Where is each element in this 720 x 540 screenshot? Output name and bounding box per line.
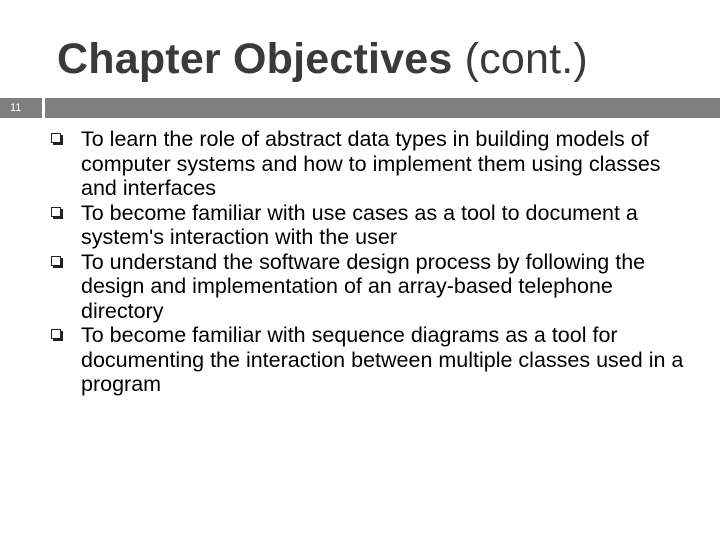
square-bullet-icon [51,207,61,217]
slide-title [57,32,588,86]
header-rule-separator [38,98,42,118]
bullet-text: To become familiar with use cases as a tool to document a system's interaction with the user [81,200,638,249]
square-bullet-icon [51,329,61,339]
objectives-list [0,127,720,397]
list-item [0,323,720,397]
list-item [0,127,720,201]
header-rule-bar [45,98,720,118]
list-item [0,201,720,250]
bullet-text: To understand the software design process by following the design and implementation of an array-based telephone directory [81,249,646,323]
slide-title-suffix: (cont.) [464,35,588,83]
list-item [0,250,720,324]
bullet-text: To become familiar with sequence diagrams as a tool for documenting the interaction between multiple classes used in a program [81,323,684,396]
slide-number: 11 [0,98,38,118]
bullet-text: To learn the role of abstract data types in building models of computer systems and how to implement them using classes and interfaces [81,127,661,200]
slide-title-main: Chapter Objectives [57,35,453,83]
square-bullet-icon [51,256,61,266]
square-bullet-icon [51,133,61,143]
